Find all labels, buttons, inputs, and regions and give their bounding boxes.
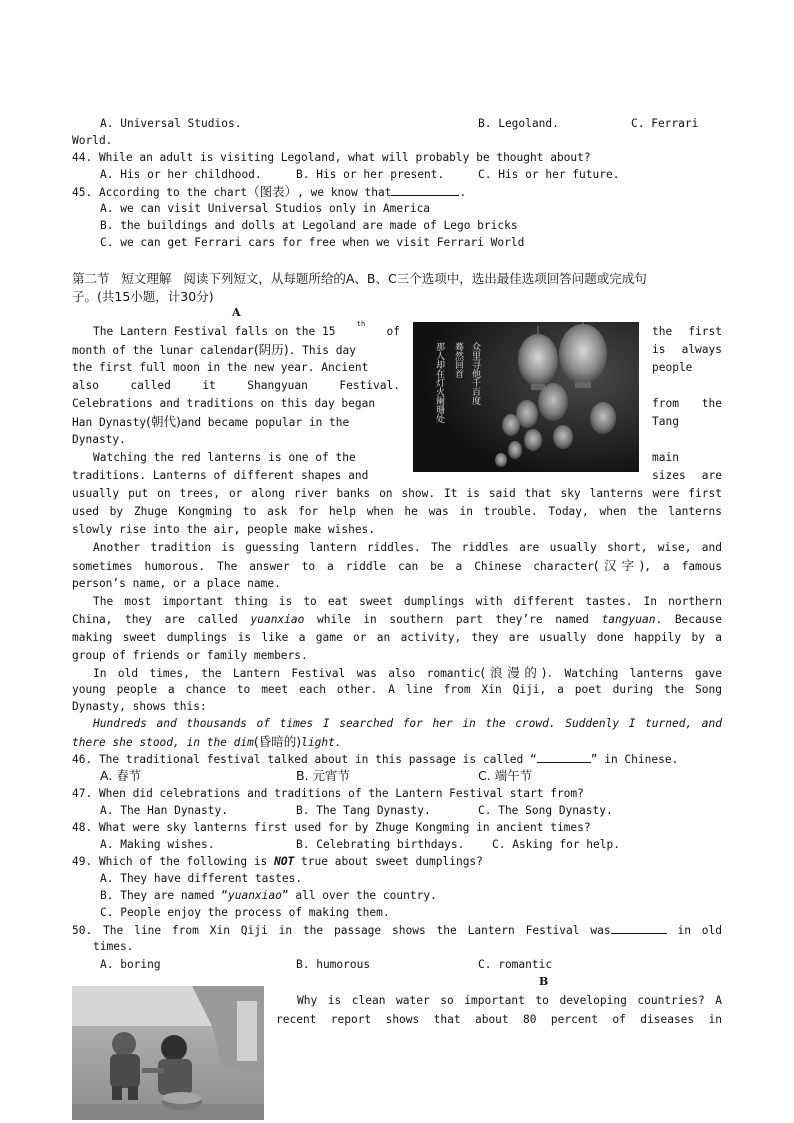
passage-a-p1-line5-right: from the	[652, 397, 722, 410]
q49-option-a: A. They have different tastes.	[100, 872, 303, 885]
q48-option-c: C. Asking for help.	[492, 838, 620, 851]
section2-title-line2: 子。(共15小题，计30分)	[72, 289, 214, 304]
q50-stem-wrap: times.	[93, 940, 134, 953]
poem-line-2: 蓦然回首	[453, 342, 463, 378]
passage-b-line2: recent report shows that about 80 percent of diseases in	[276, 1013, 722, 1026]
lantern-illustration	[413, 322, 639, 472]
q46-option-b: B. 元宵节	[296, 768, 351, 783]
q46-blank	[537, 751, 591, 763]
passage-a-p1-line3: the first full moon in the new year. Ancient	[72, 361, 369, 374]
passage-a-p1-line6-right: Tang	[652, 415, 679, 428]
q46-option-c: C. 端午节	[478, 768, 533, 783]
passage-a-p1-line3-right: people	[652, 361, 693, 374]
passage-a-p2-line3: usually put on trees, or along river banks on show. It is said that sky lanterns were first	[72, 487, 722, 500]
q49-option-b: B. They are named “yuanxiao” all over the country.	[100, 889, 437, 902]
q49-option-c: C. People enjoy the process of making them.	[100, 906, 390, 919]
passage-a-p1-line7: Dynasty.	[72, 433, 126, 446]
passage-b-line1: Why is clean water so important to developing countries? A	[297, 994, 722, 1007]
q50-stem: 50. The line from Xin Qiji in the passage shows the Lantern Festival was in old	[72, 924, 722, 937]
passage-a-p4-line4: group of friends or family members.	[72, 649, 308, 662]
passage-a-p2-line1-right: main	[652, 451, 679, 464]
q43-option-c-wrap: World.	[72, 134, 113, 147]
q45-option-b: B. the buildings and dolls at Legoland are made of Lego bricks	[100, 219, 518, 232]
passage-a-p4-line1: The most important thing is to eat sweet dumplings with different tastes. In northern	[93, 595, 722, 608]
passage-a-p5-line1: In old times, the Lantern Festival was also romantic(浪漫的). Watching lanterns gave	[93, 665, 722, 680]
q50-option-c: C. romantic	[478, 958, 553, 971]
q50-option-a: A. boring	[100, 958, 161, 971]
q46-option-a: A. 春节	[100, 768, 142, 783]
passage-a-p2-line2-right: sizes are	[652, 469, 722, 482]
poem-line-1: 众里寻他千百度	[470, 342, 480, 405]
passage-a-p1-line6: Han Dynasty(朝代)and became popular in the	[72, 414, 350, 429]
passage-a-p5-line3: Dynasty, shows this:	[72, 700, 207, 713]
passage-a-p1-line5: Celebrations and traditions on this day began	[72, 397, 376, 410]
q50-blank	[611, 922, 667, 934]
q45-stem: 45. According to the chart（图表）, we know that .	[72, 184, 467, 199]
passage-a-p1-line1: The Lantern Festival falls on the 15 th of	[93, 320, 400, 338]
passage-a-p1-line4: also called it Shangyuan Festival.	[72, 379, 400, 392]
passage-a-p1-line1-right: the first	[652, 325, 722, 338]
lantern-photo	[413, 322, 639, 472]
children-water-photo	[72, 986, 264, 1120]
q44-option-b: B. His or her present.	[296, 168, 445, 181]
q47-option-a: A. The Han Dynasty.	[100, 804, 228, 817]
passage-a-p1-line2: month of the lunar calendar(阴历). This day	[72, 342, 356, 357]
passage-a-p2-line5: slowly rise into the air, people make wishes.	[72, 523, 376, 536]
poem-line-3: 那人却在灯火阑珊处	[434, 342, 444, 423]
passage-a-p1-line2-right: is always	[652, 343, 722, 356]
q45-option-a: A. we can visit Universal Studios only in America	[100, 202, 431, 215]
passage-a-p3-line3: person’s name, or a place name.	[72, 577, 281, 590]
q44-stem: 44. While an adult is visiting Legoland, what will probably be thought about?	[72, 151, 591, 164]
q47-option-b: B. The Tang Dynasty.	[296, 804, 431, 817]
q43-option-c: C. Ferrari	[631, 117, 699, 130]
q47-option-c: C. The Song Dynasty.	[478, 804, 613, 817]
q48-option-b: B. Celebrating birthdays.	[296, 838, 465, 851]
q50-option-b: B. humorous	[296, 958, 371, 971]
q44-option-a: A. His or her childhood.	[100, 168, 262, 181]
passage-b-letter: B	[539, 975, 549, 988]
passage-a-p2-line1: Watching the red lanterns is one of the	[93, 451, 356, 464]
children-water-illustration	[72, 986, 264, 1120]
section2-title-line1: 第二节 短文理解 阅读下列短文，从每题所给的A、B、C三个选项中，选出最佳选项回答问题或完成句	[72, 271, 647, 286]
q48-option-a: A. Making wishes.	[100, 838, 215, 851]
q45-blank	[391, 184, 459, 196]
passage-a-p3-line1: Another tradition is guessing lantern riddles. The riddles are usually short, wise, and	[93, 541, 722, 554]
passage-a-p2-line2: traditions. Lanterns of different shapes and	[72, 469, 369, 482]
q47-stem: 47. When did celebrations and traditions of the Lantern Festival start from?	[72, 787, 584, 800]
passage-a-letter: A	[232, 306, 241, 319]
passage-a-p5-line2: young people a chance to meet each other. A line from Xin Qiji, a poet during the Song	[72, 683, 722, 696]
passage-a-p3-line2: sometimes humorous. The answer to a riddle can be a Chinese character(汉字), a famous	[72, 558, 722, 573]
q43-option-b: B. Legoland.	[478, 117, 559, 130]
q43-option-a: A. Universal Studios.	[100, 117, 242, 130]
q45-option-c: C. we can get Ferrari cars for free when we visit Ferrari World	[100, 236, 525, 249]
passage-a-quote-line1: Hundreds and thousands of times I searched for her in the crowd. Suddenly I turned, and	[93, 717, 722, 730]
q48-stem: 48. What were sky lanterns first used for by Zhuge Kongming in ancient times?	[72, 821, 591, 834]
q49-stem: 49. Which of the following is NOT true about sweet dumplings?	[72, 855, 483, 868]
passage-a-p2-line4: used by Zhuge Kongming to ask for help when he was in trouble. Today, when the lanterns	[72, 505, 722, 518]
q44-option-c: C. His or her future.	[478, 168, 620, 181]
passage-a-p4-line2: China, they are called yuanxiao while in southern part they’re named tangyuan. Because	[72, 613, 722, 626]
passage-a-quote-line2: there she stood, in the dim(昏暗的)light.	[72, 734, 342, 749]
q46-stem: 46. The traditional festival talked about in this passage is called “ ” in Chinese.	[72, 753, 679, 766]
passage-a-p4-line3: making sweet dumplings is like a game or an activity, they are usually done happily by a	[72, 631, 722, 644]
